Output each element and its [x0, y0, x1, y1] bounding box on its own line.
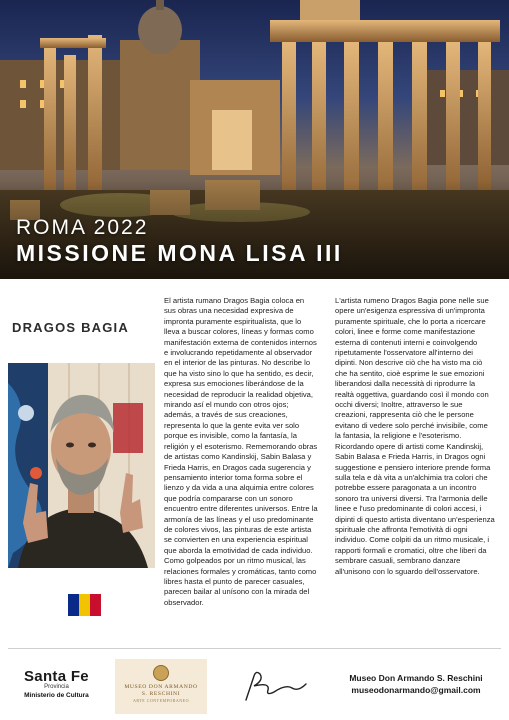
romanian-flag	[68, 594, 101, 616]
footer-divider	[8, 648, 501, 649]
artist-portrait	[8, 363, 155, 568]
museum-contact	[336, 673, 496, 695]
santa-fe-ministry: Ministerio de Cultura	[24, 692, 89, 699]
museum-logo-line3: ARTE CONTEMPORANEO	[133, 698, 189, 703]
spanish-text: El artista rumano Dragos Bagia coloca en sus obras una necesidad expresiva de impronta puramente espiritualista, que lo lleva a buscar colores, líneas y formas como manifestación externa de contenidos internos e involucrando repetidamente al observador en el interior de las pinturas. No describe lo que ha visto sino lo que ha sentido, es decir, expresa sus emociones liberándose de la necesidad de reproducir la realidad objetiva, mirando así el mundo con otros ojos; además, a través de sus creaciones, representa lo que la gente evita ver solo porque es invisible, como la fantasía, la religión y el esoterismo. Rememorando obras de artistas como Kandinskij, Sabin Balasa y Frieda Harris, en Dragos cada sugerencia y pensamiento interior toma forma sobre el lienzo y da vida a una alquimia entre colores que podría compararse con un sonoro encuentro entre diferentes universos. Entre la armonía de las líneas y el uso predominante de colores vivos, las pinturas de este artista se convierten en una experiencia espiritual que aborda la emotividad de cada individuo. Como golpeados por un ritmo musical, las relaciones formales y cromáticas, tanto como libres hasta el punto de parecer casuales, parecen bailar al unísono con la mirada del observador.	[164, 296, 318, 607]
hero-mission-title: MISSIONE MONA LISA III	[16, 240, 343, 266]
museum-logo-line1: MUSEO DON ARMANDO	[124, 684, 198, 690]
museum-logo-line2: S. RESCHINI	[141, 691, 181, 697]
museum-logo	[115, 659, 207, 714]
artist-name: DRAGOS BAGIA	[12, 320, 129, 335]
museum-contact-email[interactable]: museodonarmando@gmail.com	[351, 685, 481, 695]
santa-fe-name: Santa Fe	[24, 668, 89, 685]
santa-fe-province: Provincia	[44, 684, 69, 690]
flag-stripe-blue	[68, 594, 79, 616]
flag-stripe-yellow	[79, 594, 90, 616]
hero-title	[16, 217, 343, 267]
signature-icon	[240, 666, 310, 706]
hero-image	[0, 0, 509, 279]
flag-stripe-red	[90, 594, 101, 616]
santa-fe-logo	[24, 668, 89, 699]
italian-text: L'artista rumeno Dragos Bagia pone nelle sue opere un'esigenza espressiva di un'impronta puramente spirituale, che lo porta a ricercare colori, linee e forme come manifestazione esterna di contenuti interni e coinvolgendo ripetutamente l'osservatore all'interno dei dipinti. Non descrive ciò che ha visto ma ciò che ha sentito, cioè esprime le sue emozioni liberandosi dalla necessità di riprodurre la realtà oggettiva, guardando così il mondo con occhi diversi; Inoltre, attraverso le sue creazioni, rappresenta ciò che le persone evitano di vedere solo perché invisibile, come la fantasia, la religione e l'esoterismo. Ricordando opere di artisti come Kandinskij, Sabin Balasa e Frieda Harris, in Dragos ogni suggestione e pensiero interiore prende forma sulla tela e dà vita a un'alchimia tra colori che potrebbe essere paragonata a un incontro sonoro tra universi diversi. Tra l'armonia delle linee e l'uso predominante di colori accesi, i dipinti di questo artista diventano un'esperienza spirituale che affronta l'emotività di ogni individuo. Come colpiti da un ritmo musicale, i rapporti formali e cromatici, oltre che liberi da sembrare casuali, sembrano danzare all'unisono con lo sguardo dell'osservatore.	[335, 296, 495, 576]
hero-year: ROMA 2022	[16, 216, 149, 239]
museum-contact-name: Museo Don Armando S. Reschini	[349, 673, 483, 683]
museum-emblem-icon	[153, 665, 169, 681]
